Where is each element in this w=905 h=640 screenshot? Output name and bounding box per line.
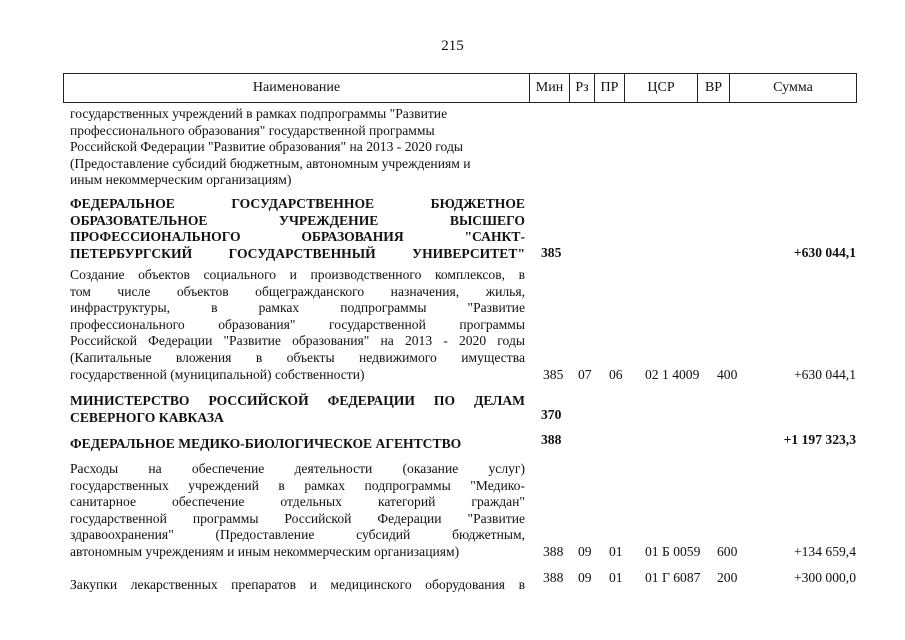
table-header bbox=[63, 73, 857, 103]
row-name: Закупки лекарственных препаратов и медицинского оборудования в bbox=[70, 577, 525, 592]
row-csr: 01 Г 6087 bbox=[645, 570, 701, 585]
row-min: 388 bbox=[543, 544, 564, 559]
header-pr: ПР bbox=[595, 74, 625, 102]
header-csr: ЦСР bbox=[625, 74, 698, 102]
row-vr: 400 bbox=[717, 367, 738, 382]
row-pr: 01 bbox=[609, 544, 623, 559]
row-min: 388 bbox=[541, 432, 562, 447]
header-rz: Рз bbox=[570, 74, 595, 102]
header-min: Мин bbox=[530, 74, 570, 102]
row-sum: +1 197 323,3 bbox=[783, 432, 856, 447]
row-sum: +630 044,1 bbox=[793, 367, 856, 382]
row-rz: 09 bbox=[578, 544, 592, 559]
row-min: 385 bbox=[541, 245, 562, 260]
page-number: 215 bbox=[441, 38, 464, 54]
row-name: Создание объектов социального и производственного комплексов, в том числе объектов общегражданского назначения, жилья, инфраструктуры, в рамках подпрограммы "Развитие профессионального образования" государственной программы Российской Федерации "Развитие образования" на 2013 - 2020 годы (Капитальные вложения в объекты недвижимого имущества государственной (муниципальной) собственности) bbox=[70, 267, 525, 382]
row-name: Расходы на обеспечение деятельности (оказание услуг) государственных учреждений в рамках подпрограммы "Медико- санитарное обеспечение отдельных категорий граждан" государственной программы Российской Федерации "Развитие здравоохранения" (Предоставление субсидий бюджетным, автономным учреждениям и иным некоммерческим организациям) bbox=[70, 461, 525, 559]
row-min: 385 bbox=[543, 367, 564, 382]
row-sum: +134 659,4 bbox=[793, 544, 856, 559]
row-pr: 01 bbox=[609, 570, 623, 585]
row-min: 388 bbox=[543, 570, 564, 585]
row-vr: 600 bbox=[717, 544, 738, 559]
header-sum: Сумма bbox=[773, 80, 813, 95]
row-name: ФЕДЕРАЛЬНОЕ ГОСУДАРСТВЕННОЕ БЮДЖЕТНОЕ ОБРАЗОВАТЕЛЬНОЕ УЧРЕЖДЕНИЕ ВЫСШЕГО ПРОФЕССИОНАЛЬНОГО ОБРАЗОВАНИЯ "САНКТ- ПЕТЕРБУРГСКИЙ ГОСУДАРСТВЕННЫЙ УНИВЕРСИТЕТ" bbox=[70, 196, 525, 261]
row-min: 370 bbox=[541, 407, 562, 422]
row-pr: 06 bbox=[609, 367, 623, 382]
row-name: МИНИСТЕРСТВО РОССИЙСКОЙ ФЕДЕРАЦИИ ПО ДЕЛАМ СЕВЕРНОГО КАВКАЗА bbox=[70, 393, 525, 425]
row-csr: 02 1 4009 bbox=[645, 367, 700, 382]
header-name: Наименование bbox=[64, 74, 530, 102]
row-sum: +300 000,0 bbox=[793, 570, 856, 585]
row-name: государственных учреждений в рамках подпрограммы "Развитие профессионального образования" государственной программы Российской Федерации "Развитие образования" на 2013 - 2020 годы (Предоставление субсидий бюджетным, автономным учреждениям и иным некоммерческим организациям) bbox=[70, 106, 471, 188]
row-name: ФЕДЕРАЛЬНОЕ МЕДИКО-БИОЛОГИЧЕСКОЕ АГЕНТСТВО bbox=[70, 436, 462, 451]
row-sum: +630 044,1 bbox=[793, 245, 856, 260]
header-vr: ВР bbox=[698, 74, 730, 102]
row-vr: 200 bbox=[717, 570, 738, 585]
row-rz: 09 bbox=[578, 570, 592, 585]
row-rz: 07 bbox=[578, 367, 592, 382]
row-csr: 01 Б 0059 bbox=[645, 544, 701, 559]
